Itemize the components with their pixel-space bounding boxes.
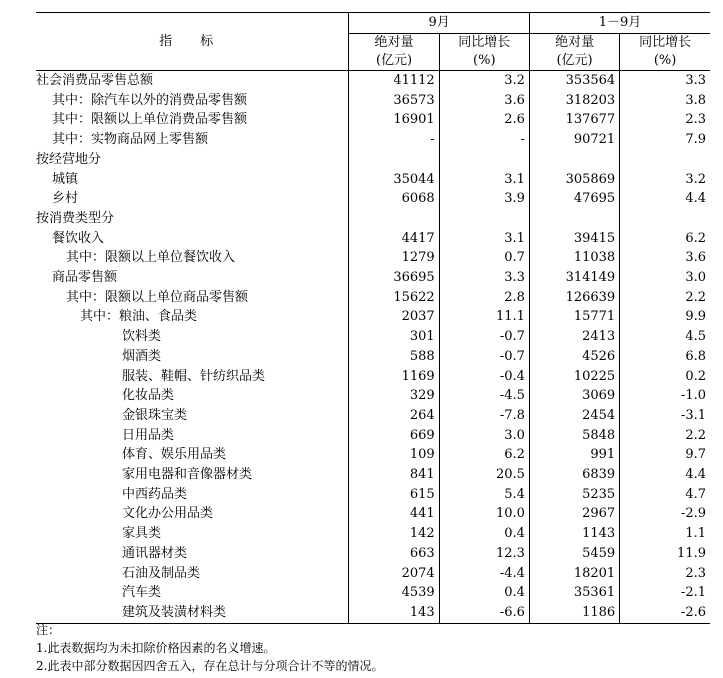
cell-sep-abs: 15622 [349,288,439,308]
row-label: 其中：限额以上单位消费品零售额 [52,112,248,128]
cell-sep-abs: 36573 [349,91,439,111]
cell-ytd-yoy: 2.2 [620,426,710,446]
cell-ytd-abs: 305869 [529,170,619,190]
row-label: 家具类 [122,526,162,542]
table-row [36,288,710,308]
row-label: 日用品类 [122,427,175,443]
cell-sep-yoy: 3.3 [439,268,529,288]
cell-ytd-yoy: 6.2 [620,229,710,249]
row-label: 商品零售额 [52,270,118,286]
cell-ytd-abs: 6839 [529,465,619,485]
retail-sales-table [36,12,710,624]
cell-ytd-abs [529,150,619,170]
row-label: 中西药品类 [122,486,188,502]
cell-ytd-abs: 15771 [529,307,619,327]
cell-sep-yoy: 3.1 [439,170,529,190]
table-row [36,583,710,603]
cell-ytd-abs: 314149 [529,268,619,288]
table-row [36,367,710,387]
cell-sep-abs [349,209,439,229]
cell-sep-yoy [439,150,529,170]
cell-sep-abs: 588 [349,347,439,367]
row-label: 石油及制品类 [122,565,201,581]
cell-sep-yoy: 3.0 [439,426,529,446]
row-label: 其中：限额以上单位商品零售额 [66,289,249,305]
cell-ytd-yoy: 2.2 [620,288,710,308]
cell-ytd-yoy: 1.1 [620,524,710,544]
cell-ytd-abs: 47695 [529,189,619,209]
cell-ytd-yoy: -2.6 [620,603,710,623]
cell-ytd-abs: 318203 [529,91,619,111]
row-label: 文化办公用品类 [122,506,214,522]
row-label: 建筑及装潢材料类 [36,603,349,623]
cell-sep-yoy: -0.4 [439,367,529,387]
cell-sep-abs: 36695 [349,268,439,288]
cell-sep-yoy: 6.2 [439,445,529,465]
cell-sep-abs: 6068 [349,189,439,209]
cell-sep-yoy: 12.3 [439,544,529,564]
table-row [36,229,710,249]
cell-sep-yoy: 2.8 [439,288,529,308]
cell-ytd-yoy: 2.3 [620,110,710,130]
cell-ytd-yoy: 3.0 [620,268,710,288]
cell-ytd-yoy: -1.0 [620,386,710,406]
cell-ytd-abs [529,209,619,229]
cell-sep-yoy: 0.4 [439,524,529,544]
table-row [36,426,710,446]
table-row [36,524,710,544]
cell-sep-yoy: 10.0 [439,504,529,524]
cell-sep-abs: 4539 [349,583,439,603]
ytd-group-header: 1－9月 [529,13,710,34]
cell-ytd-abs: 2967 [529,504,619,524]
cell-ytd-abs: 2413 [529,327,619,347]
cell-ytd-yoy: -2.1 [620,583,710,603]
table-header [36,13,710,71]
row-label: 服装、鞋帽、针纺织品类 [122,368,266,384]
row-label: 城镇 [52,171,79,187]
cell-sep-yoy: 5.4 [439,485,529,505]
table-row [36,445,710,465]
cell-ytd-abs: 991 [529,445,619,465]
row-label: 体育、娱乐用品类 [122,447,227,463]
row-label: 餐饮收入 [52,230,105,246]
row-label: 其中：实物商品网上零售额 [52,132,209,148]
table-row [36,386,710,406]
ytd-yoy-header: 同比增长 [620,34,710,53]
ytd-abs-unit: (亿元) [529,52,619,71]
cell-sep-abs: 264 [349,406,439,426]
cell-ytd-yoy: -2.9 [620,504,710,524]
note-item: 1.此表数据均为未扣除价格因素的名义增速。 [36,641,276,655]
cell-ytd-yoy [620,209,710,229]
cell-sep-abs: 1169 [349,367,439,387]
cell-ytd-abs: 353564 [529,71,619,91]
cell-ytd-abs: 1143 [529,524,619,544]
table-row [36,170,710,190]
cell-ytd-abs: 35361 [529,583,619,603]
cell-sep-yoy: - [439,130,529,150]
cell-ytd-yoy: 3.3 [620,71,710,91]
table-body [36,71,710,624]
cell-sep-abs [349,150,439,170]
cell-sep-yoy: 0.4 [439,583,529,603]
cell-sep-abs: 35044 [349,170,439,190]
sep-abs-unit: (亿元) [349,52,439,71]
row-label: 通讯器材类 [122,545,188,561]
cell-sep-abs: 109 [349,445,439,465]
table-row [36,347,710,367]
cell-ytd-yoy: 9.7 [620,445,710,465]
sep-yoy-unit: (%) [439,52,529,71]
cell-sep-abs: 41112 [349,71,439,91]
cell-sep-abs: 2037 [349,307,439,327]
cell-ytd-yoy: 3.8 [620,91,710,111]
row-label: 其中：除汽车以外的消费品零售额 [52,92,248,108]
cell-ytd-abs: 3069 [529,386,619,406]
cell-ytd-abs: 126639 [529,288,619,308]
cell-sep-yoy: 3.9 [439,189,529,209]
cell-sep-abs: 16901 [349,110,439,130]
cell-sep-abs: 2074 [349,564,439,584]
cell-sep-abs: - [349,130,439,150]
row-label: 其中：限额以上单位餐饮收入 [66,250,236,266]
cell-ytd-abs: 90721 [529,130,619,150]
cell-sep-yoy: -7.8 [439,406,529,426]
row-label: 按经营地分 [36,151,102,167]
row-label: 金银珠宝类 [122,407,188,423]
cell-sep-yoy: 3.2 [439,71,529,91]
notes-title: 注： [36,623,61,637]
table-row [36,307,710,327]
table-row [36,406,710,426]
cell-ytd-abs: 137677 [529,110,619,130]
sep-abs-header: 绝对量 [349,34,439,53]
row-label: 其中：粮油、食品类 [80,309,198,325]
cell-sep-yoy: 3.1 [439,229,529,249]
cell-sep-yoy: 0.7 [439,248,529,268]
cell-ytd-yoy: 4.5 [620,327,710,347]
cell-ytd-abs: 2454 [529,406,619,426]
table-row [36,209,710,229]
table-row [36,544,710,564]
table-row [36,130,710,150]
cell-ytd-abs: 10225 [529,367,619,387]
cell-ytd-abs: 5459 [529,544,619,564]
cell-ytd-yoy: 11.9 [620,544,710,564]
cell-ytd-yoy: 6.8 [620,347,710,367]
cell-sep-abs: 4417 [349,229,439,249]
table-notes [36,621,383,675]
cell-ytd-abs: 5848 [529,426,619,446]
cell-sep-abs: 1279 [349,248,439,268]
cell-ytd-yoy: 7.9 [620,130,710,150]
row-label: 汽车类 [122,585,162,601]
cell-sep-yoy: 11.1 [439,307,529,327]
cell-ytd-yoy: 9.9 [620,307,710,327]
cell-ytd-yoy: 3.6 [620,248,710,268]
table-row [36,110,710,130]
table-row [36,189,710,209]
cell-sep-abs: 663 [349,544,439,564]
cell-sep-yoy: -4.4 [439,564,529,584]
cell-ytd-yoy: 4.7 [620,485,710,505]
cell-ytd-yoy: -3.1 [620,406,710,426]
sep-yoy-header: 同比增长 [439,34,529,53]
cell-ytd-abs: 11038 [529,248,619,268]
cell-ytd-yoy: 4.4 [620,465,710,485]
cell-sep-abs: 142 [349,524,439,544]
cell-ytd-abs: 18201 [529,564,619,584]
cell-ytd-abs: 5235 [529,485,619,505]
cell-sep-yoy: -6.6 [439,603,529,623]
row-label: 饮料类 [122,329,162,345]
table-row [36,91,710,111]
table-row [36,268,710,288]
cell-ytd-abs: 4526 [529,347,619,367]
table-row [36,248,710,268]
row-label: 家用电器和音像器材类 [122,467,253,483]
cell-sep-yoy: -0.7 [439,327,529,347]
indicator-header: 指 标 [36,13,349,71]
cell-sep-abs: 143 [349,603,439,623]
table-row [36,327,710,347]
cell-ytd-yoy: 3.2 [620,170,710,190]
table-row [36,564,710,584]
cell-sep-yoy [439,209,529,229]
note-item: 2.此表中部分数据因四舍五入，存在总计与分项合计不等的情况。 [36,659,384,673]
cell-sep-abs: 441 [349,504,439,524]
cell-sep-abs: 669 [349,426,439,446]
cell-sep-abs: 841 [349,465,439,485]
row-label: 化妆品类 [122,388,175,404]
cell-sep-abs: 301 [349,327,439,347]
retail-sales-table-container [36,12,710,624]
row-label: 烟酒类 [122,348,162,364]
cell-ytd-yoy: 2.3 [620,564,710,584]
row-label: 社会消费品零售总额 [36,73,154,88]
cell-sep-yoy: 2.6 [439,110,529,130]
september-group-header: 9月 [349,13,530,34]
table-row [36,485,710,505]
ytd-yoy-unit: (%) [620,52,710,71]
cell-sep-yoy: 3.6 [439,91,529,111]
cell-sep-yoy: 20.5 [439,465,529,485]
cell-sep-abs: 615 [349,485,439,505]
cell-sep-yoy: -0.7 [439,347,529,367]
ytd-abs-header: 绝对量 [529,34,619,53]
cell-ytd-yoy: 4.4 [620,189,710,209]
cell-ytd-abs: 1186 [529,603,619,623]
table-row [36,71,710,91]
cell-ytd-yoy: 0.2 [620,367,710,387]
cell-sep-abs: 329 [349,386,439,406]
cell-ytd-abs: 39415 [529,229,619,249]
table-row [36,504,710,524]
row-label: 乡村 [52,191,79,207]
table-row [36,465,710,485]
row-label: 按消费类型分 [36,210,115,226]
cell-ytd-yoy [620,150,710,170]
table-row [36,150,710,170]
cell-sep-yoy: -4.5 [439,386,529,406]
